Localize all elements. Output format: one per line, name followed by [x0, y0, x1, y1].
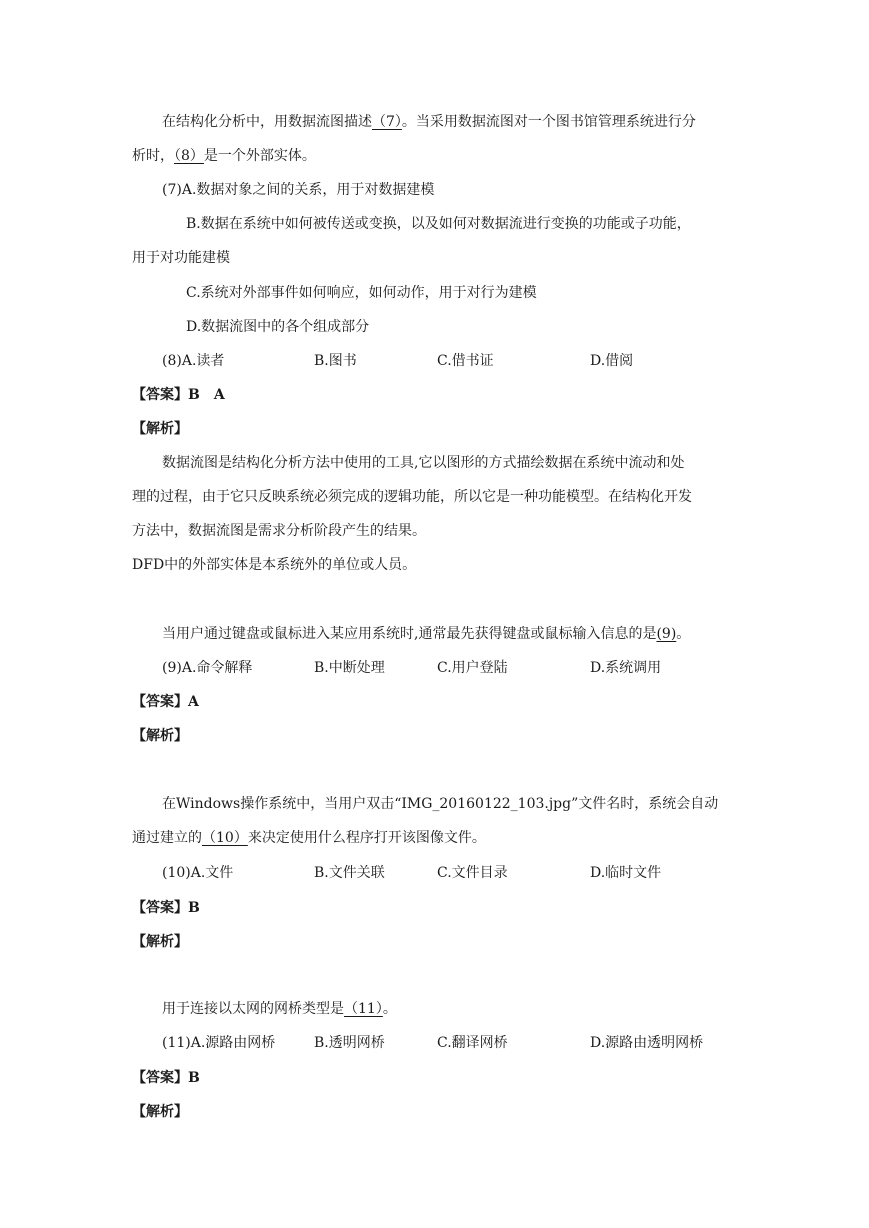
q8-options — [0, 351, 869, 371]
q9-stem: 当用户通过键盘或鼠标进入某应用系统时,通常最先获得键盘或鼠标输入信息的是(9)。 — [162, 626, 691, 642]
q7-option-b-line2: 用于对功能建模 — [132, 250, 230, 266]
blank-9: (9) — [656, 626, 677, 642]
q8-option-a: (8)A.读者 — [162, 353, 225, 369]
q10-options — [0, 863, 869, 883]
blank-11: （11） — [344, 1001, 383, 1017]
q11-stem: 用于连接以太网的网桥类型是（11）。 — [162, 1001, 397, 1017]
q7-analysis-line1: 数据流图是结构化分析方法中使用的工具,它以图形的方式描绘数据在系统中流动和处 — [162, 455, 685, 471]
q11-options — [0, 1033, 869, 1053]
blank-10: （10） — [202, 830, 248, 846]
blank-8: （8） — [174, 148, 204, 164]
q9-answer: 【答案】A — [132, 694, 199, 710]
q7-option-d: D.数据流图中的各个组成部分 — [186, 319, 370, 335]
q10-answer: 【答案】B — [132, 900, 200, 916]
q11-analysis-label: 【解析】 — [132, 1104, 188, 1120]
q10-stem-line2: 通过建立的（10）来决定使用什么程序打开该图像文件。 — [132, 830, 486, 846]
q9-option-a: (9)A.命令解释 — [162, 660, 253, 676]
q9-option-b: B.中断处理 — [314, 660, 385, 676]
q11-option-a: (11)A.源路由网桥 — [162, 1035, 276, 1051]
q10-option-a: (10)A.文件 — [162, 865, 234, 881]
q7-option-b-line1: B.数据在系统中如何被传送或变换，以及如何对数据流进行变换的功能或子功能， — [186, 216, 691, 232]
q7-option-a: (7)A.数据对象之间的关系，用于对数据建模 — [162, 182, 435, 198]
q9-analysis-label: 【解析】 — [132, 728, 188, 744]
blank-7: （7） — [372, 114, 402, 130]
q7-analysis-label: 【解析】 — [132, 421, 188, 437]
q7-stem-line2: 析时，（8）是一个外部实体。 — [132, 148, 316, 164]
q7-analysis-line4: DFD中的外部实体是本系统外的单位或人员。 — [132, 557, 417, 573]
q7-analysis-line2: 理的过程，由于它只反映系统必须完成的逻辑功能，所以它是一种功能模型。在结构化开发 — [132, 489, 692, 505]
q9-option-c: C.用户登陆 — [437, 660, 508, 676]
q10-stem-line1: 在Windows操作系统中，当用户双击“IMG_20160122_103.jpg”文件名时，系统会自动 — [162, 796, 719, 812]
q10-option-d: D.临时文件 — [590, 865, 662, 881]
q7-option-c: C.系统对外部事件如何响应，如何动作，用于对行为建模 — [186, 285, 537, 301]
q7-stem-line1: 在结构化分析中，用数据流图描述（7）。当采用数据流图对一个图书馆管理系统进行分 — [162, 114, 696, 130]
q10-analysis-label: 【解析】 — [132, 934, 188, 950]
q8-option-b: B.图书 — [314, 353, 357, 369]
q8-option-d: D.借阅 — [590, 353, 634, 369]
q10-option-b: B.文件关联 — [314, 865, 385, 881]
q9-option-d: D.系统调用 — [590, 660, 662, 676]
q8-option-c: C.借书证 — [437, 353, 494, 369]
q9-options — [0, 658, 869, 678]
q10-option-c: C.文件目录 — [437, 865, 508, 881]
q11-option-b: B.透明网桥 — [314, 1035, 385, 1051]
q7-analysis-line3: 方法中，数据流图是需求分析阶段产生的结果。 — [132, 523, 426, 539]
q11-answer: 【答案】B — [132, 1070, 200, 1086]
q7-answer: 【答案】B A — [132, 387, 225, 403]
q11-option-c: C.翻译网桥 — [437, 1035, 508, 1051]
q11-option-d: D.源路由透明网桥 — [590, 1035, 704, 1051]
